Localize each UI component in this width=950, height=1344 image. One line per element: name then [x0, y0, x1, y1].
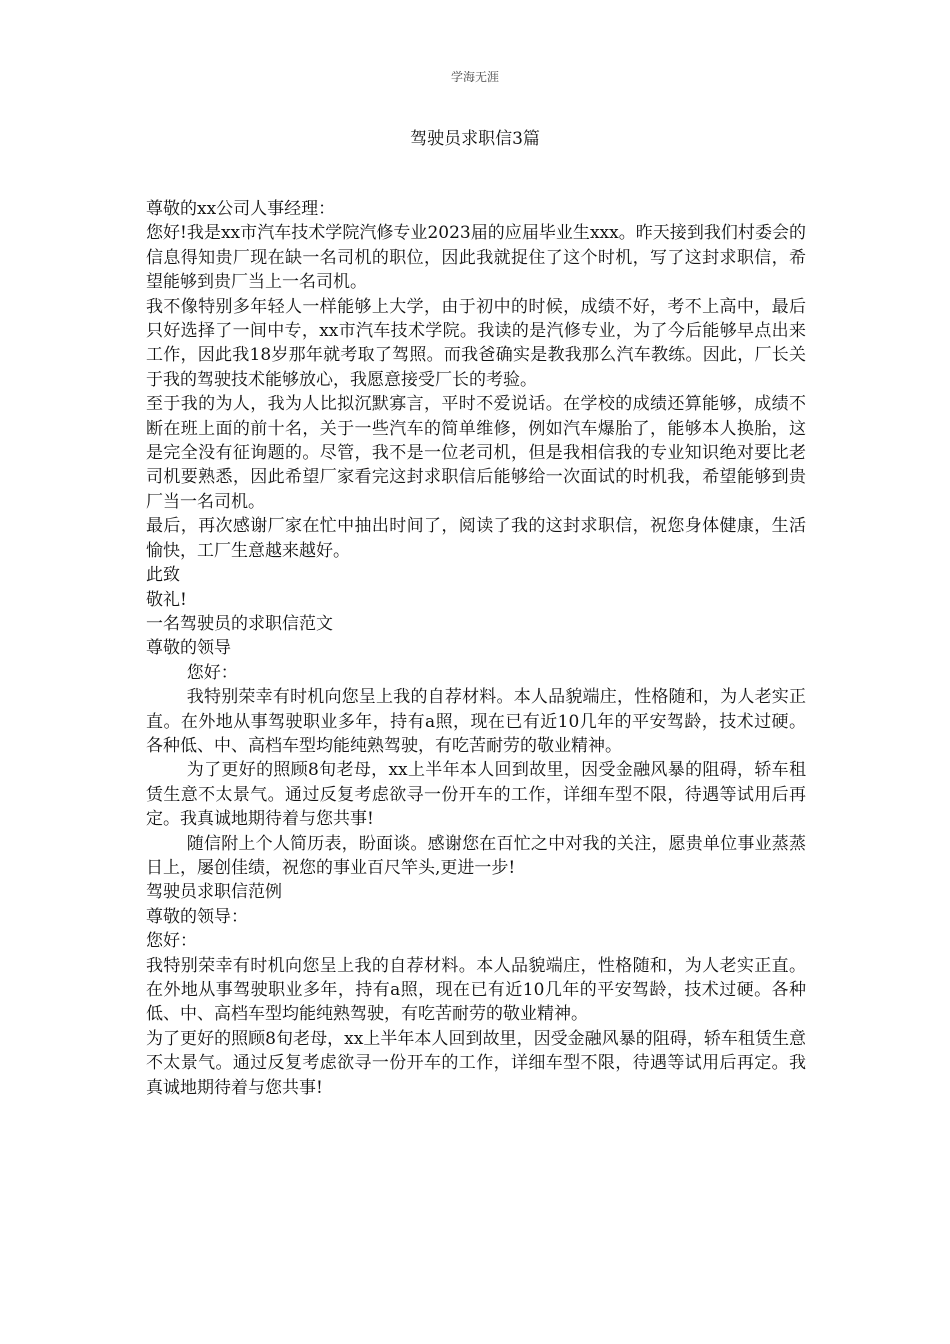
- body-paragraph: 随信附上个人简历表，盼面谈。感谢您在百忙之中对我的关注，愿贵单位事业蒸蒸日上，屡创佳绩，祝您的事业百尺竿头,更进一步!: [146, 833, 806, 878]
- salutation-paragraph: 尊敬的xx公司人事经理：: [146, 199, 336, 219]
- body-paragraph: 我不像特别多年轻人一样能够上大学，由于初中的时候，成绩不好，考不上高中，最后只好选择了一间中专，xx市汽车技术学院。我读的是汽修专业，为了今后能够早点出来工作，因此我18岁那年就考取了驾照。而我爸确实是教我那么汽车教练。因此，厂长关于我的驾驶技术能够放心，我愿意接受厂长的考验。: [146, 296, 806, 390]
- header-note: 学海无涯: [450, 70, 499, 84]
- body-paragraph: 至于我的为人，我为人比拟沉默寡言，平时不爱说话。在学校的成绩还算能够，成绩不断在班上面的前十名，关于一些汽车的简单维修，例如汽车爆胎了，能够本人换胎，这是完全没有征询题的。尽管，我不是一位老司机，但是我相信我的专业知识绝对要比老司机要熟悉，因此希望厂家看完这封求职信后能够给一次面试的时机我，希望能够到贵厂当一名司机。: [146, 394, 806, 512]
- section-heading: 驾驶员求职信范例: [146, 882, 282, 903]
- greeting-paragraph: 您好：: [146, 931, 197, 952]
- closing-line: 敬礼!: [146, 589, 187, 610]
- body-paragraph: 我特别荣幸有时机向您呈上我的自荐材料。本人品貌端庄，性格随和，为人老实正直。在外地从事驾驶职业多年，持有a照，现在已有近10几年的平安驾龄，技术过硬。各种低、中、高档车型均能纯熟驾驶，有吃苦耐劳的敬业精神。: [146, 955, 806, 1025]
- greeting-paragraph: 您好：: [186, 662, 238, 683]
- body-paragraph: 为了更好的照顾8旬老母，xx上半年本人回到故里，因受金融风暴的阻碍，轿车租赁生意不太景气。通过反复考虑欲寻一份开车的工作，详细车型不限，待遇等试用后再定。我真诚地期待着与您共事!: [146, 760, 806, 830]
- body-paragraph: 您好!我是xx市汽车技术学院汽修专业2023届的应届毕业生xxx。昨天接到我们村委会的信息得知贵厂现在缺一名司机的职位，因此我就捉住了这个时机，写了这封求职信，希望能够到贵厂当上一名司机。: [146, 223, 806, 293]
- salutation-paragraph: 尊敬的领导：: [146, 906, 248, 927]
- document-title: 驾驶员求职信3篇: [410, 129, 540, 149]
- body-paragraph: 我特别荣幸有时机向您呈上我的自荐材料。本人品貌端庄，性格随和，为人老实正直。在外地从事驾驶职业多年，持有a照，现在已有近10几年的平安驾龄，技术过硬。各种低、中、高档车型均能纯熟驾驶，有吃苦耐劳的敬业精神。: [146, 687, 806, 756]
- closing-line: 此致: [146, 565, 180, 586]
- section-heading: 一名驾驶员的求职信范文: [146, 613, 333, 634]
- body-paragraph: 最后，再次感谢厂家在忙中抽出时间了，阅读了我的这封求职信，祝您身体健康，生活愉快，工厂生意越来越好。: [146, 516, 806, 561]
- salutation-paragraph: 尊敬的领导: [146, 638, 231, 659]
- body-paragraph: 为了更好的照顾8旬老母，xx上半年本人回到故里，因受金融风暴的阻碍，轿车租赁生意不太景气。通过反复考虑欲寻一份开车的工作，详细车型不限，待遇等试用后再定。我真诚地期待着与您共事!: [146, 1028, 806, 1098]
- document-body: [146, 197, 806, 1100]
